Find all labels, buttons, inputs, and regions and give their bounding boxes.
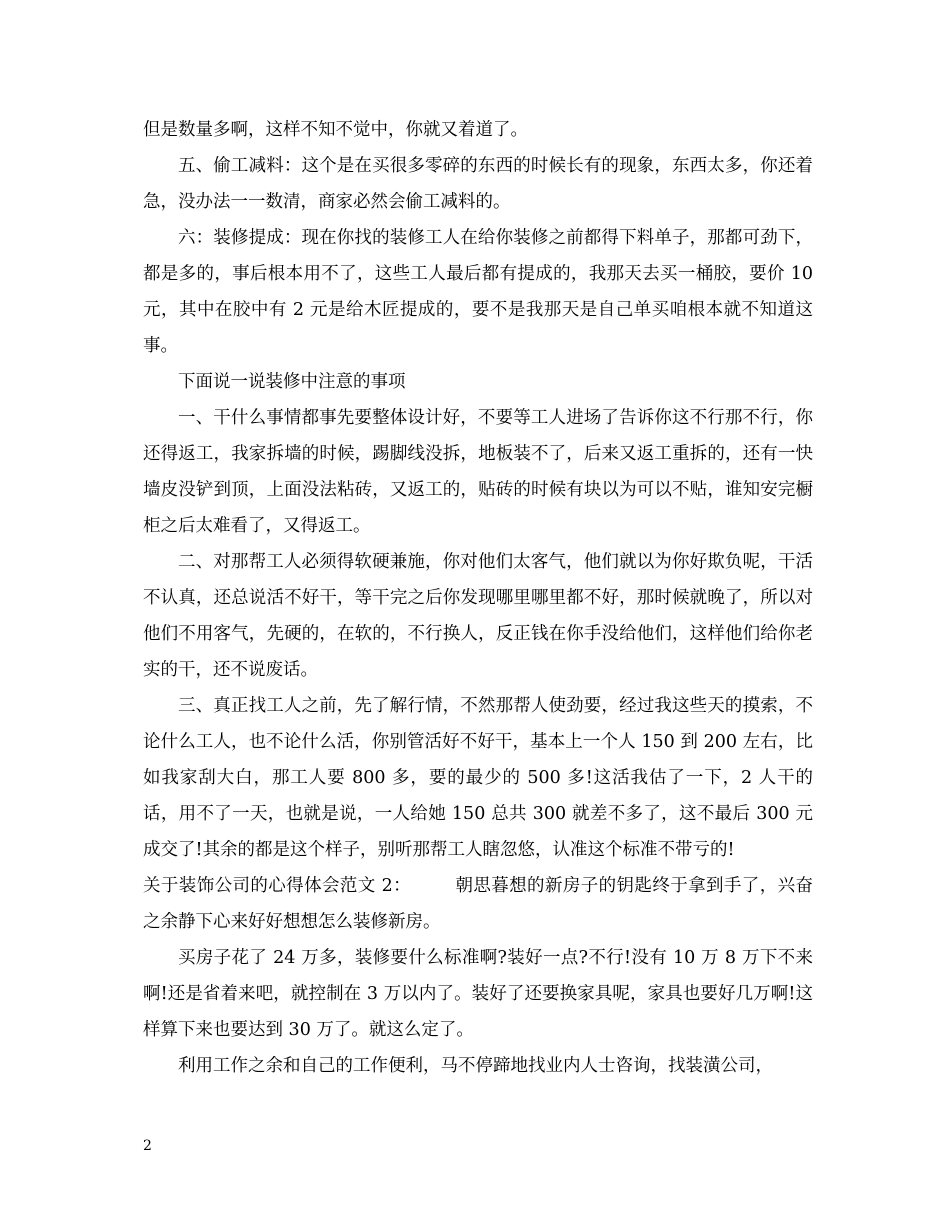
paragraph-8 [143, 868, 813, 940]
document-body [143, 112, 813, 1084]
paragraph-7: 三、真正找工人之前，先了解行情，不然那帮人使劲要，经过我这些天的摸索，不论什么工人，也不论什么活，你别管活好不好干，基本上一个人 150 到 200 左右，比如我家刮大白，那工人要 800 多，要的最少的 500 多!这活我估了一下，2 人干的话，用不了一天，也就是说，一人给她 150 总共 300 就差不多了，这不最后 300 元成交了!其余的都是这个样子，别听那帮工人瞎忽悠，认准这个标准不带亏的! [143, 696, 813, 860]
paragraph-3: 六：装修提成：现在你找的装修工人在给你装修之前都得下料单子，那都可劲下，都是多的，事后根本用不了，这些工人最后都有提成的，我那天去买一桶胶，要价 10 元，其中在胶中有 2 元是给木匠提成的，要不是我那天是自己单买咱根本就不知道这事。 [143, 228, 813, 356]
paragraph-2: 五、偷工减料：这个是在买很多零碎的东西的时候长有的现象，东西太多，你还着急，没办法一一数清，商家必然会偷工减料的。 [143, 156, 813, 212]
paragraph-1: 但是数量多啊，这样不知不觉中，你就又着道了。 [143, 120, 528, 140]
paragraph-5: 一、干什么事情都事先要整体设计好，不要等工人进场了告诉你这不行那不行，你还得返工，我家拆墙的时候，踢脚线没拆，地板装不了，后来又返工重拆的，还有一快墙皮没铲到顶，上面没法粘砖，又返工的，贴砖的时候有块以为可以不贴，谁知安完橱柜之后太难看了，又得返工。 [143, 408, 813, 536]
section-heading-continuation: 朝思暮想的新房子的钥匙终于拿到手了，兴奋之余静下心来好好想想怎么装修新房。 [143, 876, 814, 932]
page-number: 2 [143, 1138, 152, 1154]
paragraph-9: 买房子花了 24 万多，装修要什么标准啊?装好一点?不行!没有 10 万 8 万下不来啊!还是省着来吧，就控制在 3 万以内了。装好了还要换家具呢，家具也要好几万啊!这样算下来也要达到 30 万了。就这么定了。 [143, 948, 813, 1040]
paragraph-10: 利用工作之余和自己的工作便利，马不停蹄地找业内人士咨询，找装潢公司， [178, 1056, 773, 1076]
section-heading: 关于装饰公司的心得体会范文 2： [143, 876, 412, 896]
paragraph-4: 下面说一说装修中注意的事项 [178, 372, 406, 392]
paragraph-6: 二、对那帮工人必须得软硬兼施，你对他们太客气，他们就以为你好欺负呢，干活不认真，还总说活不好干，等干完之后你发现哪里哪里都不好，那时候就晚了，所以对他们不用客气，先硬的，在软的，不行换人，反正钱在你手没给他们，这样他们给你老实的干，还不说废话。 [143, 552, 813, 680]
